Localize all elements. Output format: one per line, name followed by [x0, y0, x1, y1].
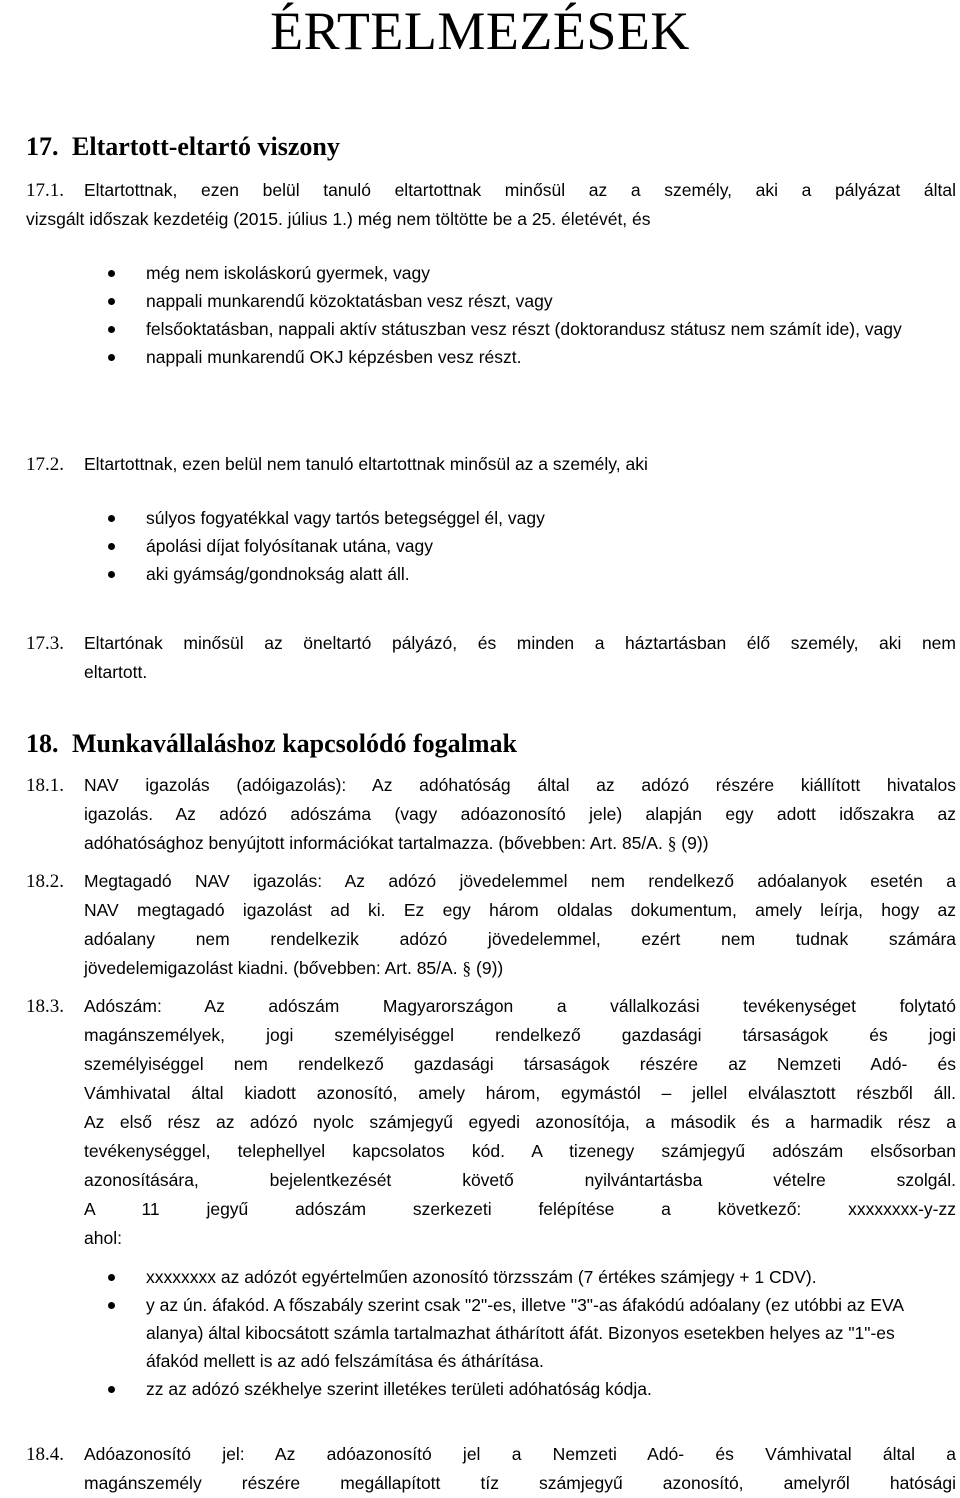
list-item: még nem iskoláskorú gyermek, vagy: [108, 259, 918, 287]
list-item: nappali munkarendű közoktatásban vesz részt, vagy: [108, 287, 918, 315]
list-item: súlyos fogyatékkal vagy tartós betegséggel él, vagy: [108, 504, 918, 532]
item-line: adóhatósághoz benyújtott információkat tartalmazza. (bővebben: Art. 85/A. § (9)): [84, 833, 709, 853]
item-line: Adóazonosító jel: Az adóazonosító jel a Nemzeti Adó- és Vámhivatal által a: [84, 1444, 956, 1464]
item-18-3: [26, 992, 956, 1253]
item-number: 17.2.: [26, 454, 64, 475]
section-17-heading: [26, 130, 340, 164]
list-item: felsőoktatásban, nappali aktív státuszban vesz részt (doktorandusz státusz nem számít ide), vagy: [108, 315, 918, 343]
item-line: Adószám: Az adószám Magyarországon a vállalkozási tevékenységet folytató: [84, 996, 956, 1016]
section-number: 17.: [26, 132, 59, 161]
section-18-heading: [26, 727, 517, 761]
section-number: 18.: [26, 729, 59, 758]
list-item: aki gyámság/gondnokság alatt áll.: [108, 560, 918, 588]
list-item: xxxxxxxx az adózót egyértelműen azonosító törzsszám (7 értékes számjegy + 1 CDV).: [108, 1263, 918, 1291]
page-title: ÉRTELMEZÉSEK: [270, 1, 690, 61]
item-17-3: [26, 629, 956, 687]
item-line: jövedelemigazolást kiadni. (bővebben: Art. 85/A. § (9)): [84, 958, 504, 978]
item-line: igazolás. Az adózó adószáma (vagy adóazonosító jele) alapján egy adott időszakra az: [84, 804, 956, 824]
item-line: adóalany nem rendelkezik adózó jövedelemmel, ezért nem tudnak számára: [84, 929, 956, 949]
item-18-1: [26, 771, 956, 858]
item-line: Vámhivatal által kiadott azonosító, amely három, egymástól – jellel elválasztott részből áll.: [84, 1083, 956, 1103]
item-number: 17.1.: [26, 180, 64, 201]
item-line: eltartott.: [84, 662, 148, 682]
item-18-2: [26, 867, 956, 983]
item-line: Megtagadó NAV igazolás: Az adózó jövedelemmel nem rendelkező adóalanyok esetén a: [84, 871, 956, 891]
item-line: magánszemély részére megállapított tíz számjegyű azonosító, amelyről hatósági: [84, 1473, 956, 1493]
section-sign: §: [667, 833, 677, 853]
item-line: Az első rész az adózó nyolc számjegyű egyedi azonosítója, a második és a harmadik rész a: [84, 1112, 956, 1132]
bullet-list-18-3: [108, 1263, 918, 1403]
bullet-list-17-2: [108, 504, 918, 588]
item-number: 18.4.: [26, 1444, 64, 1465]
item-number: 17.3.: [26, 633, 64, 654]
item-line: magánszemélyek, jogi személyiséggel rendelkező gazdasági társaságok és jogi: [84, 1025, 956, 1045]
item-line: vizsgált időszak kezdetéig (2015. július 1.) még nem töltötte be a 25. életévét, és: [26, 209, 651, 229]
item-line: NAV megtagadó igazolást ad ki. Ez egy három oldalas dokumentum, amely leírja, hogy az: [84, 900, 956, 920]
item-number: 18.2.: [26, 871, 64, 892]
item-number: 18.1.: [26, 775, 64, 796]
item-18-4: [26, 1440, 956, 1498]
list-item: zz az adózó székhelye szerint illetékes területi adóhatóság kódja.: [108, 1375, 918, 1403]
item-17-1: [26, 176, 956, 205]
list-item: ápolási díjat folyósítanak utána, vagy: [108, 532, 918, 560]
section-title: Eltartott-eltartó viszony: [72, 132, 340, 161]
item-line: Eltartottnak, ezen belül nem tanuló eltartottnak minősül az a személy, aki: [84, 454, 648, 474]
section-sign: §: [462, 958, 472, 978]
item-line: azonosítására, bejelentkezését követő nyilvántartásba vételre szolgál.: [84, 1170, 956, 1190]
item-number: 18.3.: [26, 996, 64, 1017]
item-line: ahol:: [84, 1228, 122, 1248]
item-17-2: [26, 450, 956, 479]
item-17-1-cont: [26, 205, 956, 234]
bullet-list-17-1: [108, 259, 918, 371]
item-line: tevékenységgel, telephellyel kapcsolatos kód. A tizenegy számjegyű adószám elsősorban: [84, 1141, 956, 1161]
item-line: A 11 jegyű adószám szerkezeti felépítése a következő: xxxxxxxx-y-zz: [84, 1199, 956, 1219]
section-title: Munkavállaláshoz kapcsolódó fogalmak: [72, 729, 517, 758]
list-item: nappali munkarendű OKJ képzésben vesz részt.: [108, 343, 918, 371]
list-item: y az ún. áfakód. A főszabály szerint csak "2"-es, illetve "3"-as áfakódú adóalany (ez utóbbi az EVA alanya) által kibocsátott számla tartalmazhat áthárított áfát. Bizonyos esetekben helyes az "1"-es áfakód mellett is az adó felszámítása és áthárítása.: [108, 1291, 918, 1375]
item-line: NAV igazolás (adóigazolás): Az adóhatóság által az adózó részére kiállított hivatalos: [84, 775, 956, 795]
item-line: Eltartottnak, ezen belül tanuló eltartottnak minősül az a személy, aki a pályázat által: [84, 180, 956, 200]
item-line: személyiséggel nem rendelkező gazdasági társaságok részére az Nemzeti Adó- és: [84, 1054, 956, 1074]
item-line: Eltartónak minősül az öneltartó pályázó, és minden a háztartásban élő személy, aki nem: [84, 633, 956, 653]
